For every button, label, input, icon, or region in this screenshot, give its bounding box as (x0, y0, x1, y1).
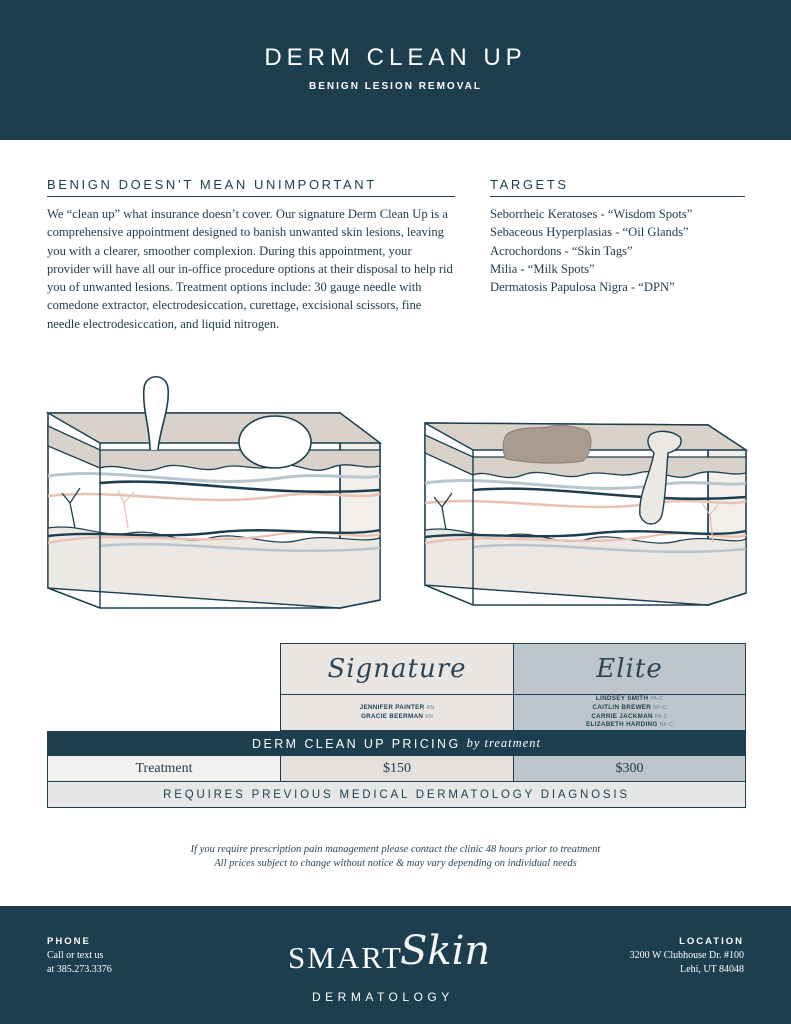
location-label: LOCATION (679, 936, 744, 947)
signature-staff-list (280, 694, 514, 731)
elite-tier-header (513, 643, 746, 695)
logo-script: Skin (400, 928, 491, 974)
target-item: Milia - “Milk Spots” (490, 261, 595, 276)
target-item: Seborrheic Keratoses - “Wisdom Spots” (490, 207, 693, 221)
note-line: All prices subject to change without notice & may vary depending on individual needs (214, 858, 577, 869)
target-item: Sebaceous Hyperplasias - “Oil Glands” (490, 225, 689, 240)
page-footer (0, 906, 791, 1024)
phone-info (47, 949, 112, 977)
diagnosis-requirement: REQUIRES PREVIOUS MEDICAL DERMATOLOGY DIAGNOSIS (47, 781, 746, 808)
phone-label: PHONE (47, 936, 91, 947)
location-info (630, 949, 744, 977)
address-line: Lehi, UT 84048 (680, 964, 744, 975)
targets-list (490, 205, 760, 296)
row-label-treatment: Treatment (47, 755, 281, 782)
signature-tier-label: Signature (327, 654, 467, 684)
staff-member: LINDSEY SMITH PA-C (595, 695, 664, 703)
staff-member: CARRIE JACKMAN PA-C (591, 712, 668, 720)
logo-wordmark: SMART (288, 940, 403, 975)
staff-member: ELIZABETH HARDING NP-C (586, 721, 673, 729)
page-header (0, 0, 791, 140)
signature-tier-header (280, 643, 514, 695)
logo-subtitle: DERMATOLOGY (312, 990, 454, 1004)
signature-price: $150 (280, 755, 514, 782)
elite-staff-list (513, 694, 746, 731)
smart-skin-logo (270, 914, 520, 1014)
page-subtitle: BENIGN LESION REMOVAL (309, 81, 482, 92)
target-item: Dermatosis Papulosa Nigra - “DPN” (490, 280, 675, 295)
elite-tier-label: Elite (596, 654, 663, 684)
note-line: If you require prescription pain management please contact the clinic 48 hours prior to treatment (190, 844, 601, 855)
phone-line: Call or text us (47, 950, 104, 961)
intro-heading: BENIGN DOESN’T MEAN UNIMPORTANT (47, 177, 455, 197)
fine-print-notes (0, 843, 791, 871)
address-line: 3200 W Clubhouse Dr. #100 (629, 950, 744, 961)
target-item: Acrochordons - “Skin Tags” (490, 243, 633, 258)
staff-member: CAITLIN BREWER NP-C (592, 703, 667, 711)
staff-member: JENNIFER PAINTER RN (359, 703, 435, 711)
pricing-title-italic: by treatment (466, 736, 541, 750)
pricing-title: DERM CLEAN UP PRICING (252, 736, 461, 751)
skin-cross-section-illustration-left (40, 368, 390, 613)
pricing-title-bar (47, 731, 746, 756)
phone-number[interactable]: at 385.273.3376 (47, 964, 112, 975)
page-title: DERM CLEAN UP (264, 44, 527, 71)
skin-cross-section-illustration-right (418, 415, 753, 610)
staff-member: GRACIE BEERMAN RN (360, 712, 434, 720)
elite-price: $300 (513, 755, 746, 782)
intro-body: We “clean up” what insurance doesn’t cover. Our signature Derm Clean Up is a comprehensive appointment designed to banish unwanted skin lesions, leaving you with a clearer, smoother complexion. During this appointment, your provider will have all our in-office procedure options at their disposal to help rid you of unwanted lesions. Treatment options include: 30 gauge needle with comedone extractor, electrodesiccation, curettage, excisional scissors, fine needle electrodesiccation, and liquid nitrogen. (47, 207, 453, 331)
targets-heading: TARGETS (490, 177, 745, 197)
